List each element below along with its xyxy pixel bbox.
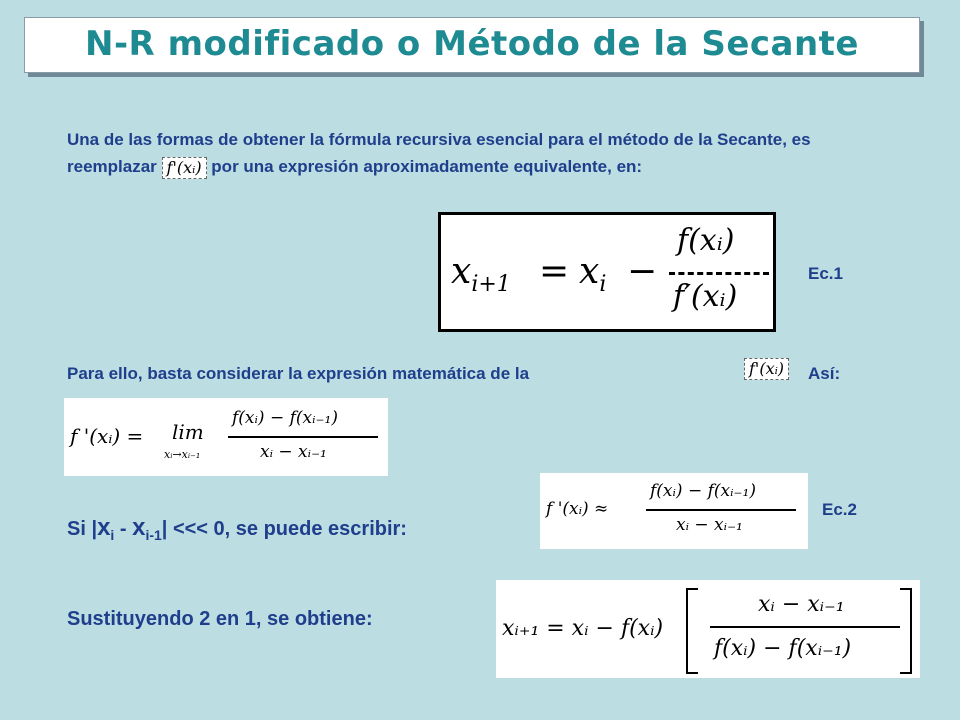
eq2-lhs: f '(xᵢ) ≈ [546, 499, 609, 519]
intro-text-2: por una expresión aproximadamente equivalente, en: [211, 157, 643, 176]
para2-symbol-wrap [744, 358, 789, 380]
limit-numerator: f(xᵢ) − f(xᵢ₋₁) [232, 408, 338, 428]
para2-text: Para ello, basta considerar la expresión matemática de la [67, 364, 530, 383]
eq1-lhs: $x_{i+1}$ [451, 251, 511, 298]
substitution-text: Sustituyendo 2 en 1, se obtiene: [67, 608, 373, 630]
equation-2 [540, 473, 808, 549]
right-bracket [900, 588, 912, 674]
eq1-xi: $x_i$ [579, 251, 607, 298]
page-title: N-R modificado o Método de la Secante [84, 24, 859, 64]
eq1-label: Ec.1 [808, 264, 843, 283]
limit-lhs: f '(xᵢ) = [70, 424, 144, 448]
eq1-fraction-bar [669, 272, 769, 275]
eq3-fraction-bar [710, 626, 900, 628]
eq3-denominator: f(xᵢ) − f(xᵢ₋₁) [714, 636, 852, 661]
limit-lim: lim [172, 420, 204, 444]
equation-1 [438, 212, 776, 332]
eq3-lhs: xᵢ₊₁ = xᵢ − f(xᵢ) [502, 616, 664, 641]
left-bracket [686, 588, 698, 674]
para2-tail: Así: [808, 364, 841, 383]
title-box [24, 17, 920, 73]
eq2-fraction-bar [646, 509, 796, 511]
eq2-denominator: xᵢ − xᵢ₋₁ [676, 515, 743, 535]
intro-text-1: Una de las formas de obtener la fórmula recursiva esencial para el método de la Secante, es reemplazar [67, 130, 811, 176]
eq1-denominator: f′(xᵢ) [673, 279, 738, 314]
eq1-numerator: f(xᵢ) [677, 223, 735, 258]
eq3-numerator: xᵢ − xᵢ₋₁ [758, 592, 845, 617]
eq2-label: Ec.2 [822, 500, 857, 519]
approx-condition-text: Si $|x_i - x_{i-1}|$ <<< 0, se puede escribir: [67, 514, 407, 543]
limit-denominator: xᵢ − xᵢ₋₁ [260, 442, 327, 462]
limit-equation [64, 398, 388, 476]
eq1-equals: = [539, 251, 570, 292]
eq1-minus: − [627, 251, 658, 292]
derivative-symbol-2: f'(xᵢ) [744, 358, 789, 380]
eq2-numerator: f(xᵢ) − f(xᵢ₋₁) [650, 481, 756, 501]
limit-fraction-bar [228, 436, 378, 438]
limit-subscript: xᵢ→xᵢ₋₁ [164, 448, 201, 461]
intro-paragraph [67, 126, 827, 180]
equation-3 [496, 580, 920, 678]
derivative-symbol: f'(xᵢ) [162, 157, 207, 179]
